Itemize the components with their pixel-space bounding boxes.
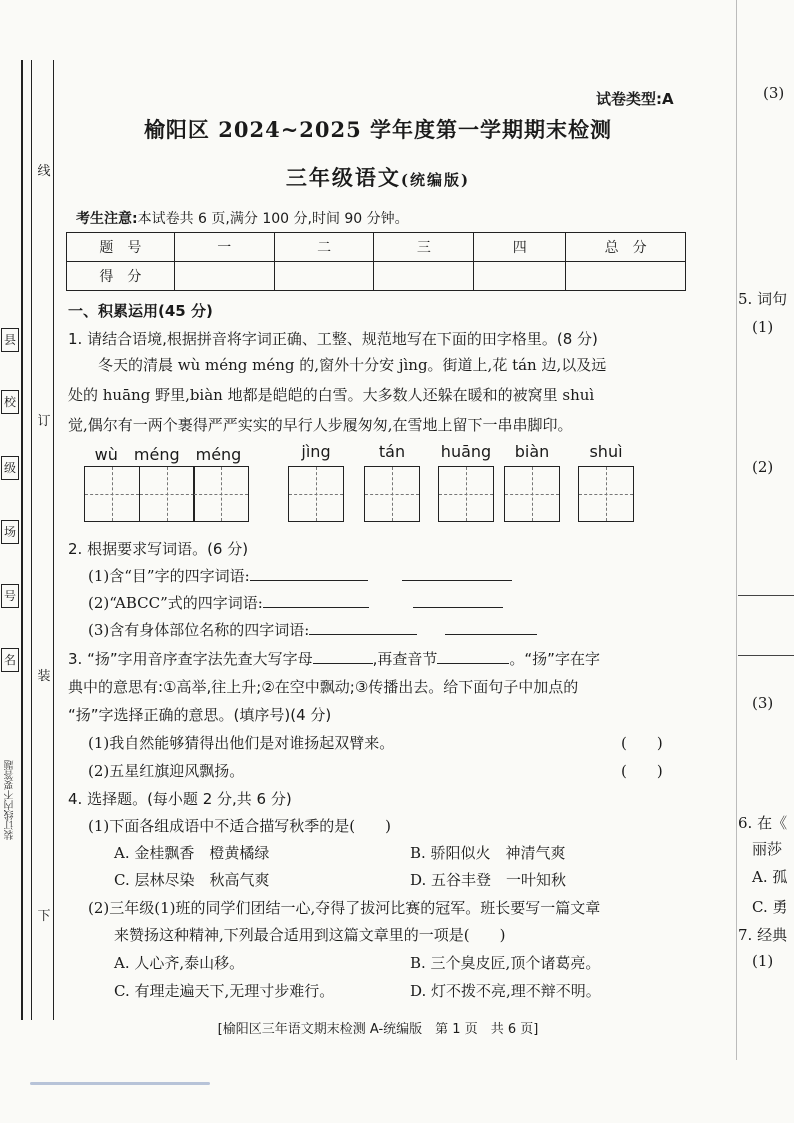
prompt-text: 。“扬”字在字: [509, 650, 600, 668]
score-table: [66, 232, 686, 291]
question-2-item: [88, 592, 503, 613]
question-2-item: [88, 565, 512, 586]
question-3-text: 典中的意思有:①高举,往上升;②在空中飘动;③传播出去。给下面句子中加点的: [68, 678, 579, 696]
margin-rule: [53, 60, 54, 1020]
option-d[interactable]: D. 灯不拨不亮,理不辩不明。: [410, 982, 601, 1000]
writing-cell[interactable]: [288, 466, 344, 522]
question-4-prompt: 4. 选择题。(每小题 2 分,共 6 分): [68, 790, 292, 808]
question-1-passage: [68, 350, 688, 440]
cut-line-word: 下: [37, 909, 51, 924]
table-header-cell: 二: [274, 233, 374, 262]
next-page-text: 丽莎: [752, 840, 783, 858]
next-page-text: 5. 词句: [738, 290, 788, 308]
exam-type: 试卷类型:A: [596, 90, 674, 108]
cut-line-word: 订: [37, 414, 51, 429]
scan-artifact: [30, 1082, 210, 1085]
option-c[interactable]: C. 层林尽染 秋高气爽: [114, 871, 270, 889]
notice-text: 本试卷共 6 页,满分 100 分,时间 90 分钟。: [137, 211, 409, 227]
question-2-prompt: 2. 根据要求写词语。(6 分): [68, 540, 249, 558]
writing-grid-group: [288, 442, 344, 532]
table-header-cell: 一: [174, 233, 274, 262]
question-3-text: “扬”字选择正确的意思。(填序号)(4 分): [68, 706, 332, 724]
exam-subtitle: [66, 162, 690, 192]
answer-blank[interactable]: [309, 619, 417, 635]
score-cell[interactable]: [274, 262, 374, 291]
margin-label: 县: [1, 328, 19, 352]
question-3-prompt: [68, 648, 600, 669]
item-label: (2)“ABCC”式的四字词语:: [88, 594, 263, 612]
passage-line: 处的 huāng 野里,biàn 地都是皑皑的白雪。大多数人还躲在暖和的被窝里 shuì: [68, 386, 595, 404]
exam-title: 榆阳区 2024~2025 学年度第一学期期末检测: [143, 117, 613, 142]
answer-blank[interactable]: [313, 648, 373, 664]
table-row: [67, 262, 686, 291]
answer-blank[interactable]: [445, 619, 537, 635]
writing-cell[interactable]: [193, 466, 249, 522]
pinyin-label: jìng: [301, 442, 331, 461]
item-label: (1)含“目”字的四字词语:: [88, 567, 250, 585]
writing-grid-group: [438, 442, 494, 532]
writing-cell[interactable]: [578, 466, 634, 522]
margin-label: 场: [1, 520, 19, 544]
next-page-text: (1): [752, 318, 774, 336]
item-label: (3)含有身体部位名称的四字词语:: [88, 621, 310, 639]
pinyin-label: biàn: [514, 442, 550, 461]
option-c[interactable]: C. 有理走遍天下,无理寸步难行。: [114, 982, 335, 1000]
margin-rule: [21, 60, 23, 1020]
answer-blank[interactable]: [437, 648, 509, 664]
option-a[interactable]: A. 人心齐,泰山移。: [114, 954, 245, 972]
option-b[interactable]: B. 三个臭皮匠,顶个诸葛亮。: [410, 954, 601, 972]
writing-cell[interactable]: [364, 466, 420, 522]
pinyin-label: huāng: [440, 442, 492, 461]
score-cell[interactable]: [374, 262, 474, 291]
edition: (统编版): [400, 171, 471, 189]
page-footer: [榆阳区三年语文期末检测 A-统编版 第 1 页 共 6 页]: [217, 1022, 539, 1037]
pinyin-label: tán: [378, 442, 406, 461]
margin-rule: [31, 60, 32, 1020]
writing-cell[interactable]: [504, 466, 560, 522]
option-d[interactable]: D. 五谷丰登 一叶知秋: [410, 871, 567, 889]
writing-grid-group: [84, 442, 252, 532]
option-a[interactable]: A. 金桂飘香 橙黄橘绿: [114, 844, 270, 862]
margin-label: 名: [1, 648, 19, 672]
notice-label: 考生注意:: [76, 211, 138, 227]
next-page-text: (1): [752, 952, 774, 970]
writing-grid-group: [578, 442, 634, 532]
cut-line-word: 装: [37, 669, 51, 684]
question-3-item: (2)五星红旗迎风飘扬。: [88, 762, 245, 780]
exam-page: [66, 86, 690, 1046]
next-page-text: (3): [752, 694, 774, 712]
answer-blank[interactable]: [263, 592, 369, 608]
writing-grid-group: [364, 442, 420, 532]
writing-cell[interactable]: [139, 466, 195, 522]
question-3-item: (1)我自然能够猜得出他们是对谁扬起双臂来。: [88, 734, 395, 752]
writing-cell[interactable]: [438, 466, 494, 522]
cut-line-word: 线: [37, 164, 51, 179]
next-page-text: 7. 经典: [738, 926, 788, 944]
table-header-cell: 四: [474, 233, 566, 262]
question-1-prompt: 1. 请结合语境,根据拼音将字词正确、工整、规范地写在下面的田字格里。(8 分): [68, 330, 598, 348]
next-page-text: C. 勇: [752, 898, 788, 916]
table-header-cell: 总 分: [566, 233, 686, 262]
question-4-2-cont: 来赞扬这种精神,下列最合适用到这篇文章里的一项是( ): [114, 926, 506, 944]
answer-paren[interactable]: ( ): [621, 734, 663, 752]
binding-note: 装订线内不要答题: [5, 760, 16, 840]
binding-margin: [0, 60, 64, 1020]
table-row: [67, 233, 686, 262]
margin-label: 号: [1, 584, 19, 608]
next-page-text: (3): [763, 84, 785, 102]
question-4-2: (2)三年级(1)班的同学们团结一心,夺得了拔河比赛的冠军。班长要写一篇文章: [88, 899, 601, 917]
question-4-1: (1)下面各组成语中不适合描写秋季的是( ): [88, 817, 391, 835]
answer-blank[interactable]: [250, 565, 368, 581]
passage-line: 冬天的清晨 wù méng méng 的,窗外十分安 jìng。街道上,花 tán 边,以及远: [68, 356, 607, 374]
question-2-item: [88, 619, 537, 640]
next-page-text: A. 孤: [752, 868, 788, 886]
margin-label: 校: [1, 390, 19, 414]
pinyin-label: wù méng méng: [94, 445, 242, 464]
writing-cell[interactable]: [84, 466, 140, 522]
prompt-text: ,再查音节: [372, 650, 438, 668]
option-b[interactable]: B. 骄阳似火 神清气爽: [410, 844, 566, 862]
prompt-text: 3. “扬”字用音序查字法先查大写字母: [68, 650, 313, 668]
answer-paren[interactable]: ( ): [621, 762, 663, 780]
answer-blank[interactable]: [402, 565, 512, 581]
writing-grid-group: [504, 442, 560, 532]
next-page-text: (2): [752, 458, 774, 476]
candidate-notice: [76, 208, 409, 228]
next-page-fragment: [716, 0, 794, 1060]
score-cell[interactable]: [474, 262, 566, 291]
next-page-text: 6. 在《: [738, 814, 788, 832]
table-header-cell: 三: [374, 233, 474, 262]
subject: 三年级语文: [285, 166, 401, 190]
pinyin-label: shuì: [589, 442, 623, 461]
table-header-cell: 题 号: [67, 233, 175, 262]
answer-blank[interactable]: [413, 592, 503, 608]
passage-line: 觉,偶尔有一两个裹得严严实实的早行人步履匆匆,在雪地上留下一串串脚印。: [68, 416, 573, 434]
score-cell[interactable]: [174, 262, 274, 291]
section-heading: 一、积累运用(45 分): [68, 302, 213, 320]
score-cell[interactable]: [566, 262, 686, 291]
table-row-label: 得 分: [67, 262, 175, 291]
margin-label: 级: [1, 456, 19, 480]
